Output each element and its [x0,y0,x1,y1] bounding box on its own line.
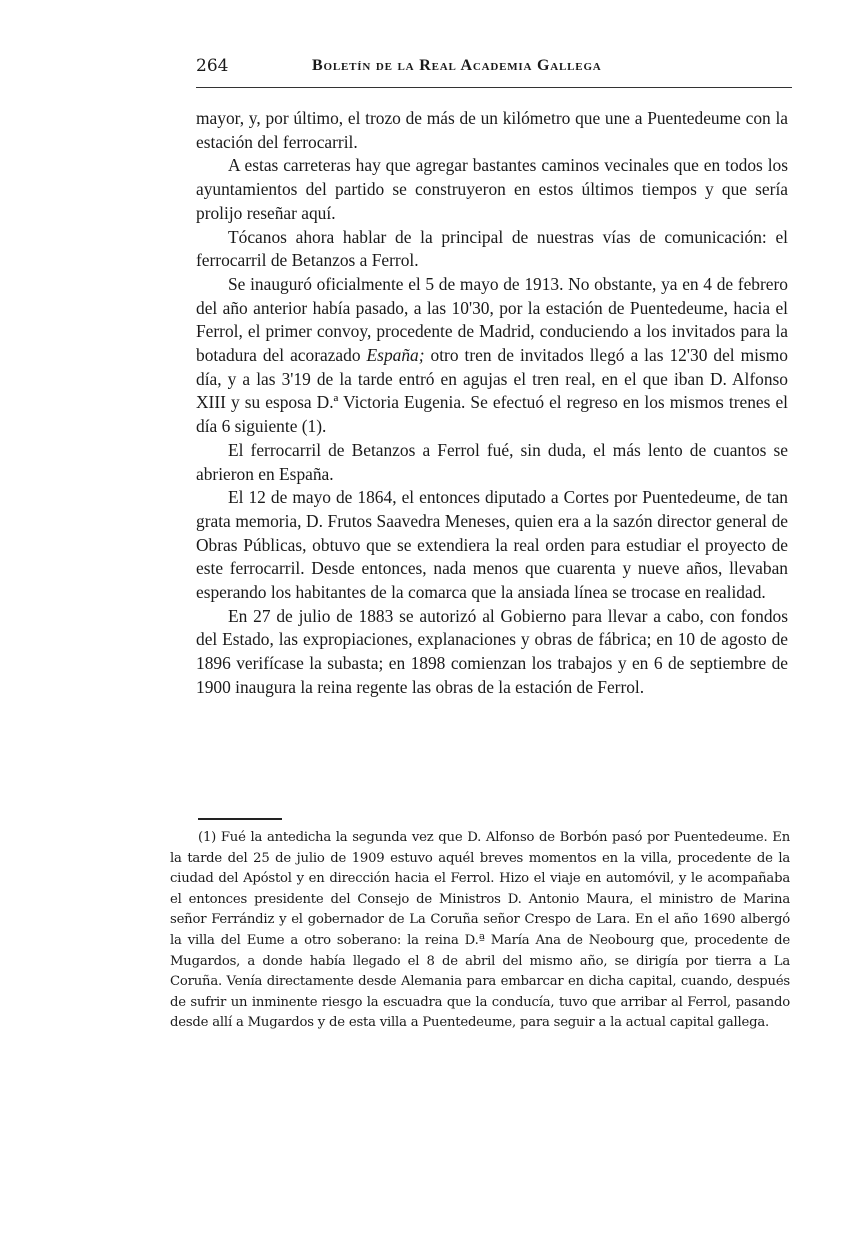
page-number: 264 [196,56,229,76]
ship-name: España; [366,345,425,366]
page-header [196,56,788,78]
footnote-text: (1) Fué la antedicha la segunda vez que D. Alfonso de Borbón pasó por Puentedeume. En la tarde del 25 de julio de 1909 estuvo aquél breves momentos en la villa, procedente de la ciudad del Apóstol y en dirección hacia el Ferrol. Hizo el viaje en automóvil, y le acompañaba el entonces presidente del Consejo de Ministros D. Antonio Maura, el ministro de Marina señor Ferrándiz y el gobernador de La Coruña señor Crespo de Lara. En el año 1690 albergó la villa del Eume a otro soberano: la reina D.ª María Ana de Neobourg que, procedente de Mugardos, a donde había llegado el 8 de abril del mismo año, se dirigía por tierra a La Coruña. Venía directamente desde Alemania para embarcar en dicha capital, cuando, después de sufrir un inminente riesgo la escuadra que la conducía, tuvo que arribar al Ferrol, pasando desde allí a Mugardos y de esta villa a Puentedeume, para seguir a la actual capital gallega. [170,830,790,1031]
footnote-rule [198,818,282,820]
body-text [196,107,788,700]
paragraph: mayor, y, por último, el trozo de más de un kilómetro que une a Puentedeume con la estación del ferrocarril. [196,108,788,152]
running-title: Boletín de la Real Academia Gallega [312,57,602,74]
paragraph: En 27 de julio de 1883 se autorizó al Gobierno para llevar a cabo, con fondos del Estado, las expropiaciones, explanaciones y obras de fábrica; en 10 de agosto de 1896 verifícase la subasta; en 1898 comienzan los trabajos y en 6 de septiembre de 1900 inaugura la reina regente las obras de la estación de Ferrol. [196,605,788,697]
footnote [170,828,790,1034]
paragraph-text: Se inauguró oficialmente el 5 de mayo de 1913. No obstante, ya en 4 de febrero del año anterior había pasado, a las 10'30, por la estación de Puentedeume, hacia el Ferrol, el primer convoy, procedente de Madrid, conduciendo a los invitados para la botadura del acorazado [196,273,788,366]
paragraph: Tócanos ahora hablar de la principal de nuestras vías de comunicación: el ferrocarril de Betanzos a Ferrol. [196,226,788,271]
header-rule [196,87,792,88]
paragraph: El 12 de mayo de 1864, el entonces diputado a Cortes por Puentedeume, de tan grata memoria, D. Frutos Saavedra Meneses, quien era a la sazón director general de Obras Públicas, obtuvo que se extendiera la real orden para estudiar el proyecto de este ferrocarril. Desde entonces, nada menos que cuarenta y nueve años, llevaban esperando los habitantes de la comarca que la ansiada línea se trocase en realidad. [196,487,788,603]
paragraph: A estas carreteras hay que agregar bastantes caminos vecinales que en todos los ayuntamientos del partido se construyeron en estos últimos tiempos y que sería prolijo reseñar aquí. [196,155,788,223]
paragraph-text: otro tren de invitados llegó a las 12'30 del mismo día, y a las 3'19 de la tarde entró en agujas el tren real, en el que iban D. Alfonso XIII y su esposa D.ª Victoria Eugenia. Se efectuó el regreso en los mismos trenes el día 6 siguiente (1). [196,345,788,437]
paragraph: El ferrocarril de Betanzos a Ferrol fué, sin duda, el más lento de cuantos se abrieron en España. [196,439,788,484]
paragraph [196,273,788,439]
